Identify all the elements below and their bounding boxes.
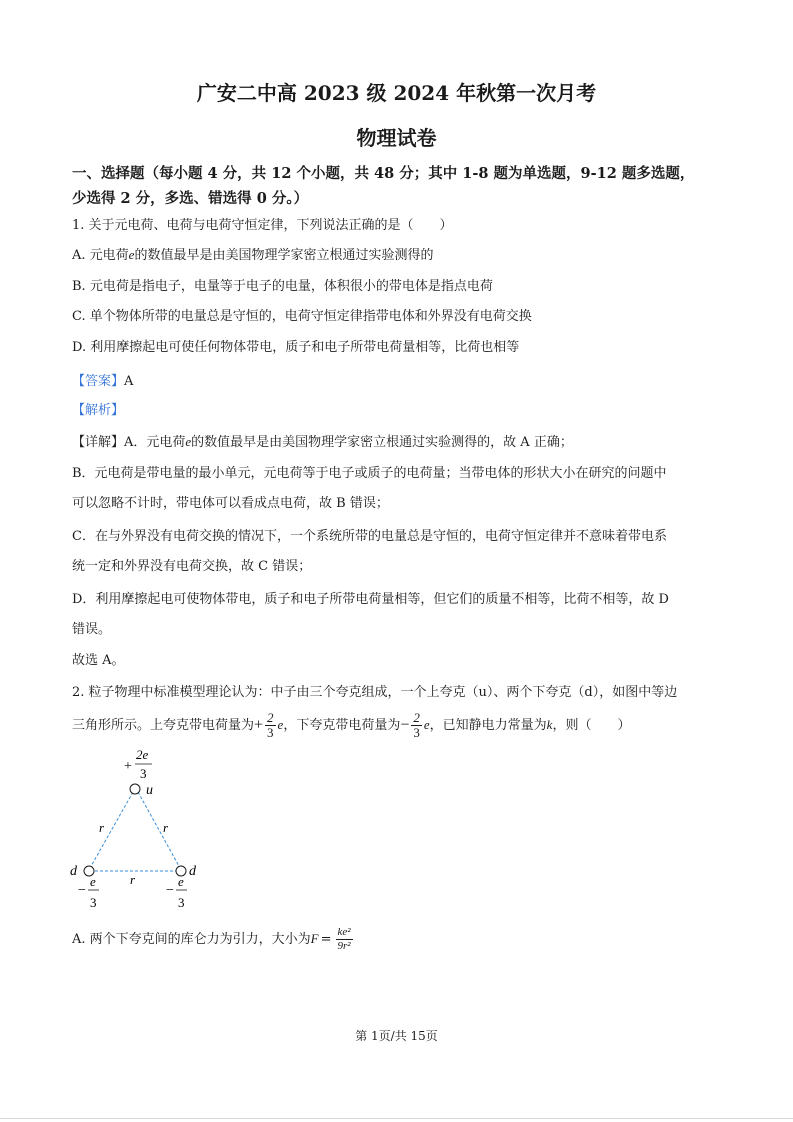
- q1-detail-b-line2: 可以忽略不计时，带电体可以看成点电荷，故 B 错误；: [72, 496, 389, 511]
- down-charge-num: 2: [413, 710, 420, 725]
- q1-conclusion: 故选 A。: [72, 653, 125, 668]
- top-charge-sign: +: [124, 759, 132, 774]
- up-charge-var: e: [277, 717, 284, 732]
- left-charge-den: 3: [90, 895, 97, 910]
- right-charge-num: e: [178, 874, 184, 889]
- right-quark-label: d: [189, 864, 196, 879]
- q1-detail-a-var: e: [185, 434, 192, 449]
- q2-stem-part-a: 三角形所示。上夸克带电荷量为: [72, 718, 255, 733]
- page-number: 第 1页/共 15页: [355, 1029, 438, 1043]
- q2-stem-part-d: ，则（ ）: [552, 718, 631, 733]
- left-quark-label: d: [70, 864, 77, 879]
- up-charge-sign: +: [254, 716, 264, 734]
- q1-stem: 1. 关于元电荷、电荷与电荷守恒定律，下列说法正确的是（ ）: [72, 218, 453, 233]
- up-charge-num: 2: [267, 710, 274, 725]
- q2-option-a-num: ke²: [337, 926, 351, 938]
- q1-option-a-var: e: [128, 247, 135, 262]
- down-charge-fraction: [411, 711, 422, 740]
- q1-option-a-post: 的数值最早是由美国物理学家密立根通过实验测得的: [134, 248, 434, 263]
- q1-detail-a: [72, 431, 573, 450]
- analysis-tag: 【解析】: [72, 403, 125, 418]
- q2-option-a-equals: =: [320, 932, 332, 947]
- down-charge-sign: −: [400, 716, 410, 734]
- page-subtitle: 物理试卷: [356, 126, 437, 150]
- q2-option-a-force-var: F: [310, 931, 319, 946]
- left-charge-sign: −: [78, 883, 86, 898]
- left-charge-num: e: [90, 874, 96, 889]
- down-charge-var: e: [423, 717, 430, 732]
- q2-stem-line1: 2. 粒子物理中标准模型理论认为：中子由三个夸克组成，一个上夸克（u）、两个下夸克（d），如图中等边: [72, 685, 678, 700]
- top-charge-num: 2e: [136, 747, 149, 762]
- side-bottom-label: r: [130, 872, 136, 887]
- page-title: 广安二中高 2023 级 2024 年秋第一次月考: [196, 81, 597, 105]
- q2-stem-line2: [72, 711, 630, 740]
- q1-option-a-pre: A. 元电荷: [72, 248, 129, 263]
- q1-detail-d-line1: D．利用摩擦起电可使物体带电，质子和电子所带电荷量相等，但它们的质量不相等，比荷不相等，故 D: [72, 592, 669, 607]
- side-left-label: r: [99, 820, 105, 835]
- q1-answer: [72, 370, 133, 389]
- section-heading-line2: 少选得 2 分，多选、错选得 0 分。）: [72, 190, 309, 207]
- q1-detail-a-post: 的数值最早是由美国物理学家密立根通过实验测得的，故 A 正确；: [191, 435, 573, 450]
- q1-detail-a-pre: 【详解】A．元电荷: [72, 435, 186, 450]
- top-charge-den: 3: [140, 766, 147, 781]
- bottom-divider: [0, 1118, 793, 1119]
- q1-detail-b-line1: B．元电荷是带电量的最小单元，元电荷等于电子或质子的电荷量；当带电体的形状大小在研究的问题中: [72, 466, 667, 481]
- q1-detail-c-line1: C．在与外界没有电荷交换的情况下，一个系统所带的电量总是守恒的，电荷守恒定律并不意味着带电系: [72, 529, 667, 544]
- q1-detail-d-line2: 错误。: [72, 622, 112, 637]
- k-constant-var: k: [546, 717, 553, 732]
- q2-stem-part-c: ，已知静电力常量为: [429, 718, 547, 733]
- q2-option-a-pre: A. 两个下夸克间的库仑力为引力，大小为: [72, 932, 311, 947]
- q1-option-b: B. 元电荷是指电子，电量等于电子的电量，体积很小的带电体是指点电荷: [72, 279, 493, 294]
- q2-option-a-fraction: [336, 926, 353, 953]
- up-quark-label: u: [146, 783, 153, 798]
- answer-value: A: [124, 374, 134, 389]
- q1-option-d: D. 利用摩擦起电可使任何物体带电，质子和电子所带电荷量相等，比荷也相等: [72, 340, 520, 355]
- q2-option-a-den: 9r²: [337, 940, 351, 952]
- triangle-side-left: [90, 792, 133, 868]
- q1-option-a: [72, 244, 433, 263]
- q1-option-c: C. 单个物体所带的电量总是守恒的，电荷守恒定律指带电体和外界没有电荷交换: [72, 309, 532, 324]
- right-charge-den: 3: [178, 895, 185, 910]
- up-charge-fraction: [265, 711, 276, 740]
- q2-option-a: [72, 926, 355, 953]
- up-quark-circle: [130, 784, 140, 794]
- q1-detail-c-line2: 统一定和外界没有电荷交换，故 C 错误；: [72, 559, 312, 574]
- q2-stem-part-b: ，下夸克带电荷量为: [283, 718, 401, 733]
- section-heading-line1: 一、选择题（每小题 4 分，共 12 个小题，共 48 分；其中 1-8 题为单选题，9-12 题多选题，: [72, 165, 695, 182]
- quark-triangle-diagram: [66, 744, 226, 914]
- side-right-label: r: [163, 820, 169, 835]
- triangle-side-right: [138, 792, 180, 868]
- up-charge-den: 3: [267, 725, 274, 740]
- right-charge-sign: −: [166, 883, 174, 898]
- answer-tag: 【答案】: [72, 374, 125, 389]
- down-charge-den: 3: [413, 725, 420, 740]
